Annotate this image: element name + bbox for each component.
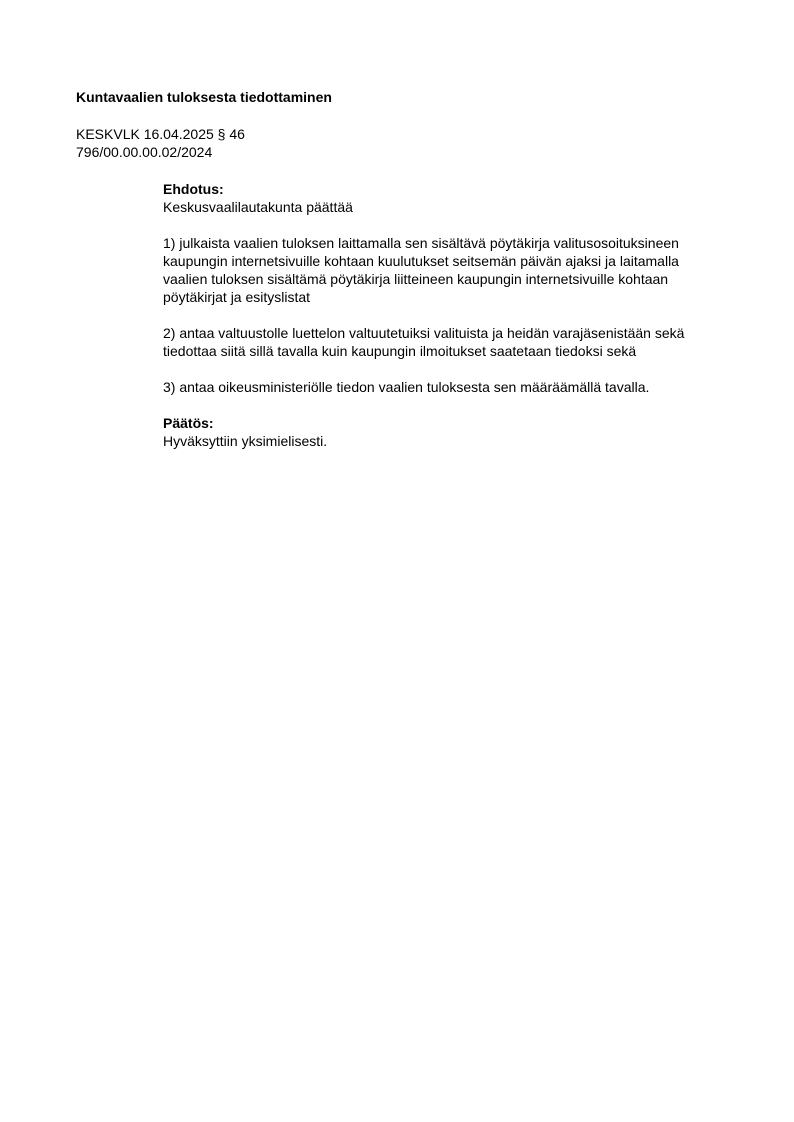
proposal-item-line: pöytäkirjat ja esityslistat	[163, 289, 311, 305]
decision-text: Hyväksyttiin yksimielisesti.	[163, 433, 328, 449]
proposal-item-line: kaupungin internetsivuille kohtaan kuulutukset seitsemän päivän ajaksi ja laitamalla	[163, 253, 679, 269]
document-body	[163, 180, 723, 450]
proposal-intro: Keskusvaalilautakunta päättää	[163, 199, 353, 215]
document-meta	[76, 125, 245, 161]
document-title: Kuntavaalien tuloksesta tiedottaminen	[76, 89, 332, 105]
proposal-item-line: 2) antaa valtuustolle luettelon valtuutetuiksi valituista ja heidän varajäsenistään sekä	[163, 325, 685, 341]
case-number: 796/00.00.00.02/2024	[76, 144, 213, 160]
proposal-item-3	[163, 378, 723, 396]
proposal-item-line: 1) julkaista vaalien tuloksen laittamalla sen sisältävä pöytäkirja valitusosoituksineen	[163, 235, 679, 251]
proposal-item-1	[163, 234, 723, 306]
meeting-reference: KESKVLK 16.04.2025 § 46	[76, 126, 245, 142]
proposal-item-line: vaalien tuloksen sisältämä pöytäkirja liitteineen kaupungin internetsivuille kohtaan	[163, 271, 669, 287]
proposal-item-2	[163, 324, 723, 360]
proposal-item-line: 3) antaa oikeusministeriölle tiedon vaalien tuloksesta sen määräämällä tavalla.	[163, 379, 650, 395]
proposal-item-line: tiedottaa siitä sillä tavalla kuin kaupungin ilmoitukset saatetaan tiedoksi sekä	[163, 343, 637, 359]
decision-heading: Päätös:	[163, 415, 214, 431]
proposal-heading: Ehdotus:	[163, 181, 224, 197]
